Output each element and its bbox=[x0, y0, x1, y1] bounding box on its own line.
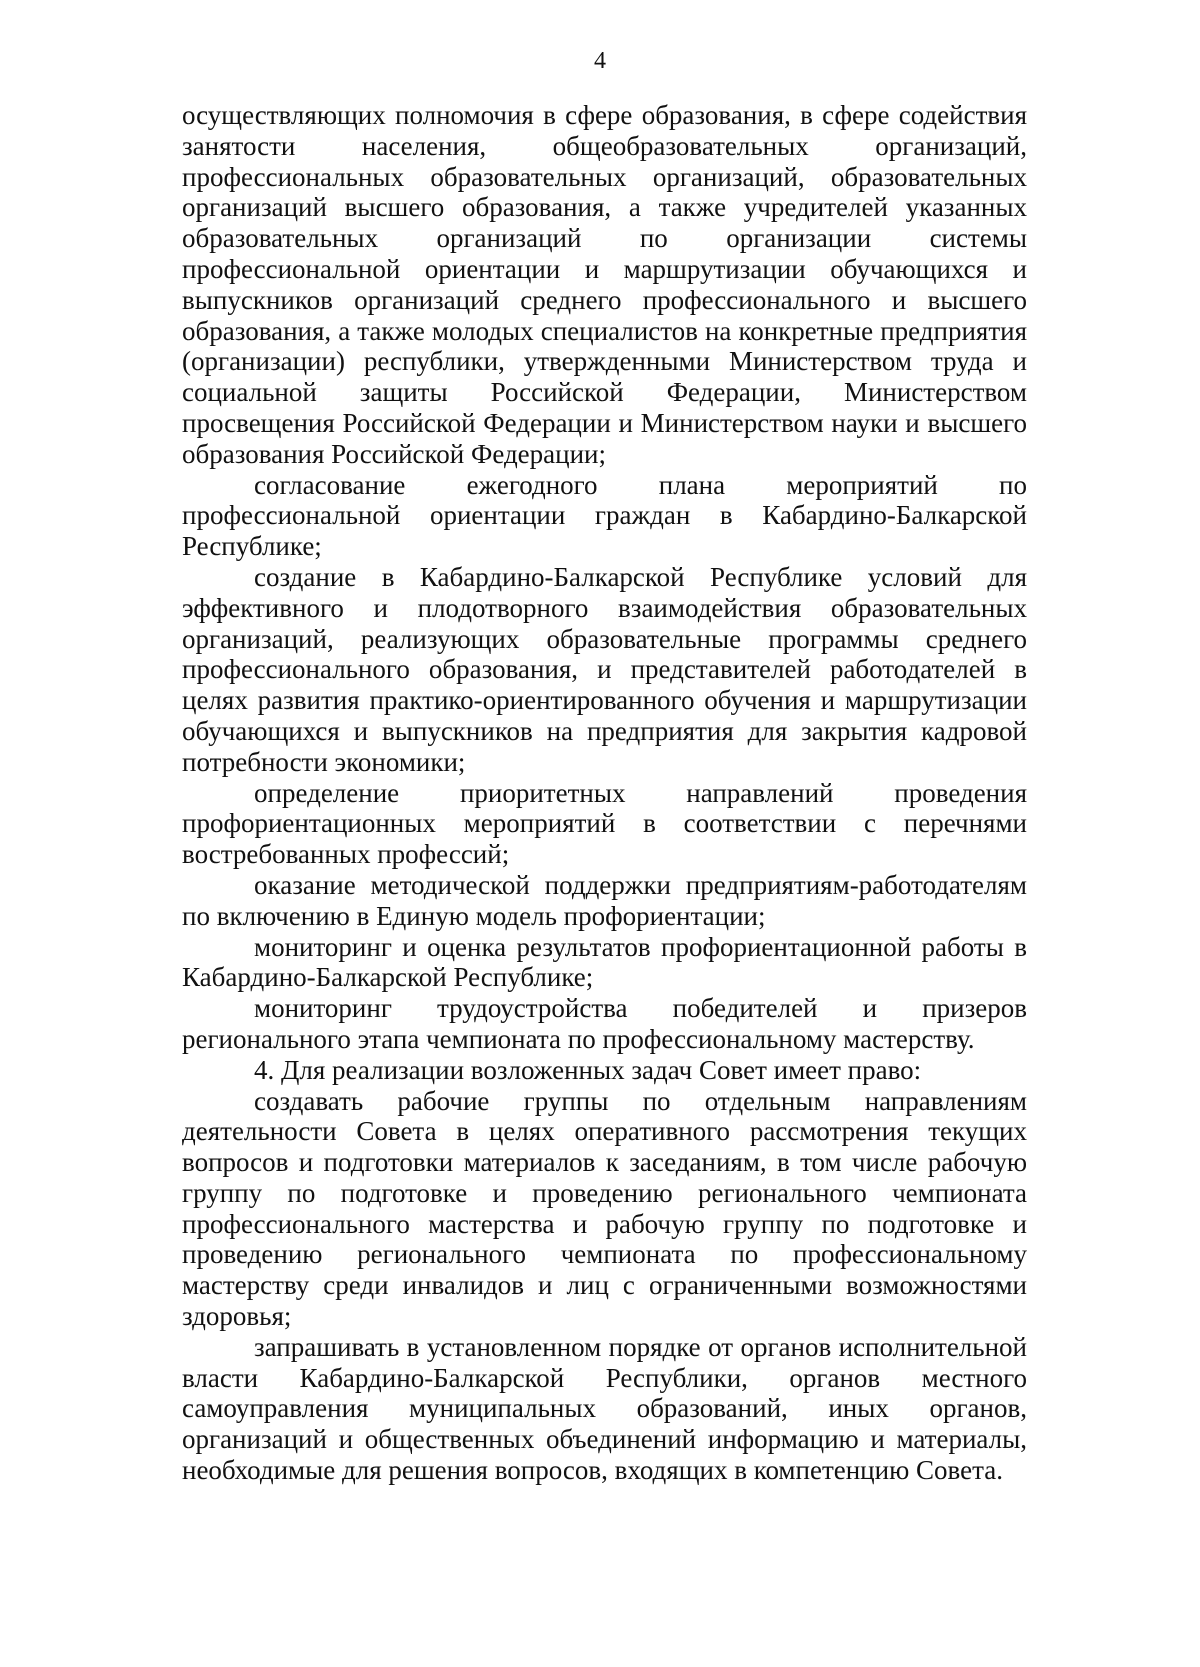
paragraph-monitoring-employment: мониторинг трудоустройства победителей и призеров регионального этапа чемпионата по профессиональному мастерству. bbox=[182, 993, 1027, 1054]
document-body bbox=[182, 100, 1027, 1486]
paragraph-request-information: запрашивать в установленном порядке от органов исполнительной власти Кабардино-Балкарской Республики, органов местного самоуправления муниципальных образований, иных органов, организаций и общественных объединений информацию и материалы, необходимые для решения вопросов, входящих в компетенцию Совета. bbox=[182, 1331, 1027, 1486]
paragraph-annual-plan: согласование ежегодного плана мероприятий по профессиональной ориентации граждан в Кабардино-Балкарской Республике; bbox=[182, 469, 1027, 562]
page-number: 4 bbox=[594, 48, 606, 74]
paragraph-conditions-creation: создание в Кабардино-Балкарской Республике условий для эффективного и плодотворного взаимодействия образовательных организаций, реализующих образовательные программы среднего профессионального образования, и представителей работодателей в целях развития практико-ориентированного обучения и маршрутизации обучающихся и выпускников на предприятия для закрытия кадровой потребности экономики; bbox=[182, 561, 1027, 777]
paragraph-methodical-support: оказание методической поддержки предприятиям-работодателям по включению в Единую модель профориентации; bbox=[182, 869, 1027, 931]
paragraph-monitoring-results: мониторинг и оценка результатов профориентационной работы в Кабардино-Балкарской Республике; bbox=[182, 931, 1027, 993]
section-4-heading: 4. Для реализации возложенных задач Совет имеет право: bbox=[254, 1054, 922, 1085]
paragraph-working-groups: создавать рабочие группы по отдельным направлениям деятельности Совета в целях оперативного рассмотрения текущих вопросов и подготовки материалов к заседаниям, в том числе рабочую группу по подготовке и проведению регионального чемпионата профессионального мастерства и рабочую группу по подготовке и проведению регионального чемпионата по профессиональному мастерству среди инвалидов и лиц с ограниченными возможностями здоровья; bbox=[182, 1085, 1027, 1332]
paragraph-intro-continuation: осуществляющих полномочия в сфере образования, в сфере содействия занятости населения, общеобразовательных организаций, профессиональных образовательных организаций, образовательных организаций высшего образования, а также учредителей указанных образовательных организаций по организации системы профессиональной ориентации и маршрутизации обучающихся и выпускников организаций среднего профессионального и высшего образования, а также молодых специалистов на конкретные предприятия (организации) республики, утвержденными Министерством труда и социальной защиты Российской Федерации, Министерством просвещения Российской Федерации и Министерством науки и высшего образования Российской Федерации; bbox=[182, 100, 1027, 469]
paragraph-priority-directions: определение приоритетных направлений проведения профориентационных мероприятий в соответствии с перечнями востребованных профессий; bbox=[182, 777, 1027, 870]
